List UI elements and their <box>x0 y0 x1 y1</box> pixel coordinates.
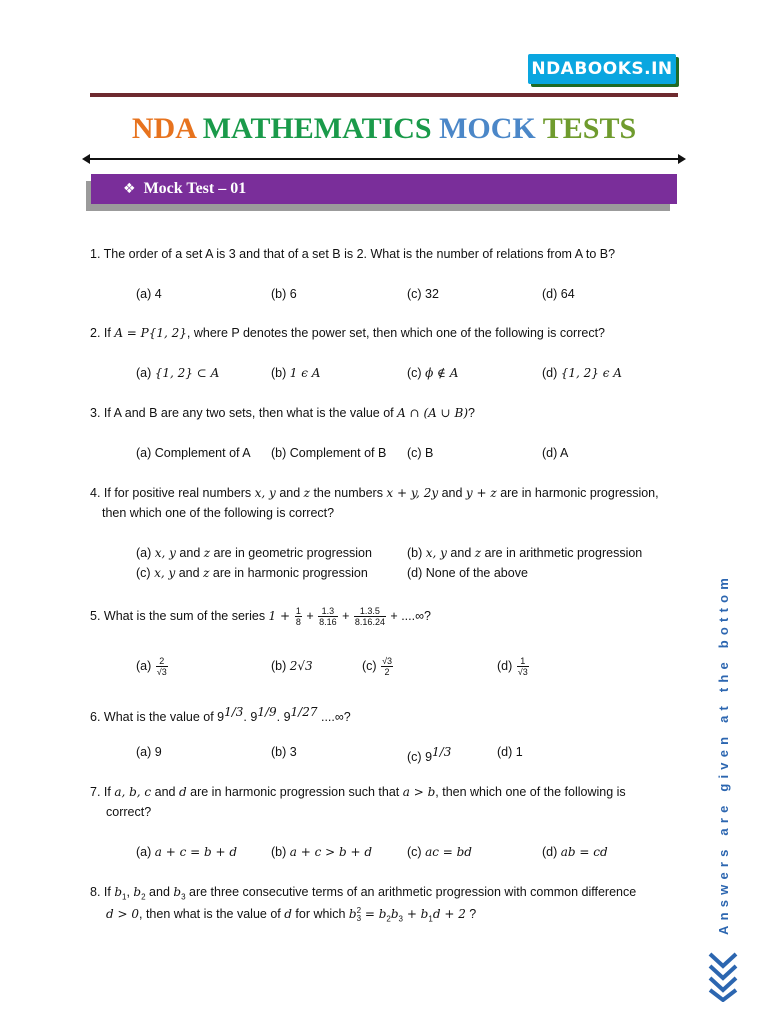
q2-option-a-math: {1, 2} ⊂ A <box>154 366 220 380</box>
q5-d-fraction <box>517 656 529 677</box>
q8-l2-sup: 2 <box>356 905 362 915</box>
q6-exp-2: 1/9 <box>257 705 277 719</box>
q7-option-d <box>542 842 608 862</box>
q8-l2-math-1: d > 0 <box>106 907 139 921</box>
q5-option-c <box>362 656 394 677</box>
question-6 <box>90 702 690 727</box>
q7-option-a <box>136 842 237 862</box>
q3-option-a: (a) Complement of A <box>136 446 251 460</box>
q5-d-den: √3 <box>517 667 528 678</box>
q5-f3-num: 1.3.5 <box>354 606 386 617</box>
q5-option-a <box>136 656 169 677</box>
title-word-mathematics: MATHEMATICS <box>202 112 432 145</box>
q3-option-b: (b) Complement of B <box>271 446 387 460</box>
q8-l2-sub-c: 3 <box>398 914 403 924</box>
q5-d-label: (d) <box>497 659 516 673</box>
question-5 <box>90 606 690 627</box>
question-8-line-2 <box>106 904 706 930</box>
q2-option-a <box>136 363 219 383</box>
question-4-line-2: then which one of the following is correct? <box>102 506 335 520</box>
q7-c-label: (c) <box>407 845 426 859</box>
q5-b-label: (b) <box>271 659 290 673</box>
q8-l2-math-3: b <box>348 907 357 921</box>
q2-option-c-math: ϕ ∉ A <box>425 366 459 380</box>
ndabooks-logo[interactable] <box>528 54 676 84</box>
q2-option-c-label: (c) <box>407 366 426 380</box>
q4-text-1: 4. If for positive real numbers <box>90 486 255 500</box>
q8-text-2: , <box>126 885 134 899</box>
q7-d-math: ab = cd <box>560 845 608 859</box>
q8-sub-1: 1 <box>122 892 127 902</box>
q7-math-1: a, b, c <box>114 785 152 799</box>
q8-l2-sub-d: 1 <box>428 914 433 924</box>
double-arrow-divider <box>88 158 680 160</box>
q4-math-3: x + y, 2y <box>386 486 439 500</box>
q7-text-1: 7. If <box>90 785 115 799</box>
q8-text-3: and <box>145 885 174 899</box>
q6-base-2: . 9 <box>243 710 258 725</box>
q8-text-4: are three consecutive terms of an arithmetic progression with common difference <box>185 885 637 899</box>
q4-b-math-1: x, y <box>425 546 447 560</box>
q5-f1-den: 8 <box>295 617 301 628</box>
q4-a-math-2: z <box>203 546 211 560</box>
q3-option-d: (d) A <box>542 446 569 460</box>
q5-f1-num: 1 <box>295 606 301 617</box>
q5-option-d <box>497 656 530 677</box>
q3-text-post: ? <box>468 406 475 420</box>
q6-exp-3: 1/27 <box>290 705 318 719</box>
q5-a-den: √3 <box>156 667 167 678</box>
q1-option-d: (d) 64 <box>542 287 575 301</box>
q8-l2-eq: = b <box>361 907 387 921</box>
q8-math-b2: b <box>133 885 142 899</box>
q7-d-label: (d) <box>542 845 561 859</box>
q4-text-5: are in harmonic progression, <box>496 486 659 500</box>
q5-a-label: (a) <box>136 659 155 673</box>
q5-b-math: 2√3 <box>289 659 313 673</box>
q5-fraction-2 <box>318 606 338 627</box>
q8-l2-math-2: d <box>284 907 292 921</box>
q5-plus-1: + <box>302 609 318 623</box>
q2-option-d <box>542 363 622 383</box>
top-divider <box>90 93 678 97</box>
q3-math: A ∩ (A ∪ B) <box>397 406 469 420</box>
q2-option-a-label: (a) <box>136 366 155 380</box>
q7-b-math: a + c > b + d <box>289 845 373 859</box>
q5-option-b <box>271 656 313 676</box>
q7-math-2: d <box>178 785 187 799</box>
question-7 <box>90 782 690 802</box>
q4-text-2: and <box>275 486 304 500</box>
q7-text-3: are in harmonic progression such that <box>186 785 403 799</box>
question-4 <box>90 483 690 503</box>
q5-a-num: 2 <box>156 656 168 667</box>
q3-text-pre: 3. If A and B are any two sets, then what is the value of <box>90 406 398 420</box>
q4-option-d: (d) None of the above <box>407 566 528 580</box>
q2-option-b <box>271 363 320 383</box>
q4-option-a <box>136 543 372 563</box>
q6-base-3: . 9 <box>276 710 291 725</box>
q8-l2-sub-b: 2 <box>386 914 391 924</box>
q8-text-1: 8. If <box>90 885 115 899</box>
q5-plus-2: + <box>338 609 353 623</box>
q4-a-math-1: x, y <box>154 546 176 560</box>
diamond-bullet-icon: ❖ <box>123 181 136 197</box>
q5-f2-den: 8.16 <box>319 617 337 628</box>
q4-c-math-2: z <box>203 566 210 580</box>
q6-c-exp: 1/3 <box>432 745 452 759</box>
q8-l2-plus: + b <box>403 907 429 921</box>
q5-d-num: 1 <box>517 656 529 667</box>
q4-b-label: (b) <box>407 546 426 560</box>
logo-text: NDABOOKS.IN <box>531 59 673 79</box>
q5-term-one: 1 + <box>268 609 294 623</box>
q7-option-c <box>407 842 472 862</box>
q2-text-pre: 2. If <box>90 326 115 340</box>
q8-l2-text-1: , then what is the value of <box>139 907 285 921</box>
q5-c-num: √3 <box>382 656 393 667</box>
q4-math-1: x, y <box>254 486 276 500</box>
q4-text-3: the numbers <box>309 486 387 500</box>
q8-sub-3: 3 <box>181 892 186 902</box>
q2-math: A = P{1, 2} <box>114 326 187 340</box>
q8-math-b3: b <box>173 885 182 899</box>
q1-option-b: (b) 6 <box>271 287 297 301</box>
q6-option-c <box>407 742 451 767</box>
q2-option-b-label: (b) <box>271 366 290 380</box>
q4-option-b <box>407 543 642 563</box>
q4-c-math-1: x, y <box>154 566 176 580</box>
q2-option-b-math: 1 ϵ A <box>289 366 321 380</box>
section-title: Mock Test – 01 <box>143 180 247 197</box>
question-1: 1. The order of a set A is 3 and that of a set B is 2. What is the number of relations from A to B? <box>90 247 616 261</box>
q4-c-text-2: are in harmonic progression <box>209 566 368 580</box>
q4-option-c <box>136 563 368 583</box>
section-banner <box>91 174 677 204</box>
q5-c-fraction <box>381 656 393 677</box>
q5-fraction-1 <box>295 606 302 627</box>
q2-text-post: , where P denotes the power set, then which one of the following is correct? <box>186 326 605 340</box>
q2-option-c <box>407 363 458 383</box>
q7-a-math: a + c = b + d <box>154 845 238 859</box>
q6-tail: ....∞? <box>317 710 351 725</box>
q5-c-label: (c) <box>362 659 381 673</box>
q5-tail: + ....∞? <box>386 609 431 623</box>
q5-c-den: 2 <box>384 667 390 678</box>
q1-option-a: (a) 4 <box>136 287 162 301</box>
title-word-nda: NDA <box>131 112 196 145</box>
q6-base-1: 9 <box>217 710 225 725</box>
q5-f2-num: 1.3 <box>318 606 338 617</box>
q8-l2-sub-a: 3 <box>356 913 362 923</box>
q7-text-2: and <box>151 785 179 799</box>
q7-math-3: a > b <box>402 785 436 799</box>
q8-sub-2: 2 <box>141 892 146 902</box>
q4-c-label: (c) <box>136 566 155 580</box>
q4-b-text-1: and <box>446 546 475 560</box>
question-3 <box>90 403 690 423</box>
q6-option-a: (a) 9 <box>136 745 162 759</box>
q6-text-pre: 6. What is the value of <box>90 710 218 725</box>
q8-math-b1: b <box>114 885 123 899</box>
answers-side-note: Answers are given at the bottom <box>716 572 731 935</box>
question-2 <box>90 323 690 343</box>
q7-text-4: , then which one of the following is <box>435 785 626 799</box>
title-word-mock: MOCK <box>439 112 536 145</box>
q7-c-math: ac = bd <box>425 845 472 859</box>
q4-a-text-2: are in geometric progression <box>210 546 372 560</box>
q6-exp-1: 1/3 <box>224 705 244 719</box>
q6-option-d: (d) 1 <box>497 745 523 759</box>
q4-c-text-1: and <box>175 566 204 580</box>
q4-text-4: and <box>438 486 466 500</box>
title-word-tests: TESTS <box>542 112 637 145</box>
q7-b-label: (b) <box>271 845 290 859</box>
q6-c-base: 9 <box>425 750 433 765</box>
q6-c-label: (c) <box>407 750 426 765</box>
chevron-down-icon[interactable] <box>706 950 740 1002</box>
q4-math-2: z <box>303 486 310 500</box>
q1-option-c: (c) 32 <box>407 287 439 301</box>
q4-b-math-2: z <box>474 546 482 560</box>
q7-option-b <box>271 842 372 862</box>
page-title <box>0 112 768 146</box>
q2-option-d-math: {1, 2} ϵ A <box>560 366 622 380</box>
question-7-line-2: correct? <box>106 805 152 819</box>
q4-a-text-1: and <box>175 546 204 560</box>
q4-b-text-2: are in arithmetic progression <box>481 546 643 560</box>
q6-option-b: (b) 3 <box>271 745 297 759</box>
q8-l2-question-mark: ? <box>465 907 477 921</box>
q8-l2-text-2: for which <box>291 907 349 921</box>
q7-a-label: (a) <box>136 845 155 859</box>
q5-text-pre: 5. What is the sum of the series <box>90 609 269 623</box>
q4-math-4: y + z <box>465 486 497 500</box>
q5-fraction-3 <box>354 606 386 627</box>
q4-a-label: (a) <box>136 546 155 560</box>
q5-a-fraction <box>156 656 168 677</box>
q8-l2-end: d + 2 <box>432 907 466 921</box>
q5-f3-den: 8.16.24 <box>354 617 385 628</box>
q3-option-c: (c) B <box>407 446 434 460</box>
q8-l2-b: b <box>390 907 399 921</box>
q2-option-d-label: (d) <box>542 366 561 380</box>
